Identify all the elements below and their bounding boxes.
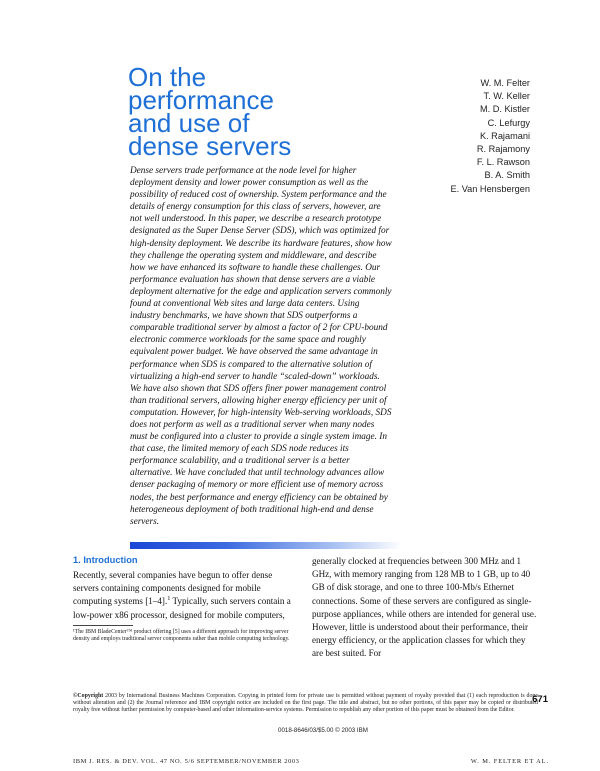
title-line-3: and use of xyxy=(128,108,250,138)
title-line-4: dense servers xyxy=(128,131,292,161)
author: E. Van Hensbergen xyxy=(450,183,530,194)
author-list xyxy=(420,77,530,196)
author: M. D. Kistler xyxy=(479,104,530,115)
intro-text-part-1: Recently, several companies have begun to offer dense servers containing components designed for mobile computing systems [1–4]. xyxy=(73,570,273,607)
body-column-left xyxy=(73,569,299,622)
footnote-rule xyxy=(73,625,133,626)
abstract-divider-gradient xyxy=(130,542,402,549)
footnote-marker: 1 xyxy=(167,595,171,603)
author: T. W. Keller xyxy=(483,91,530,102)
body-column-right: generally clocked at frequencies between 300 MHz and 1 GHz, with memory ranging from 128 MB to 1 GB, up to 40 GB of disk storage, and one to three 100-Mb/s Ethernet connections. Some of these servers are configured as single-purpose appliances, while others are intended for general use. However, little is understood about their performance, their energy efficiency, or the application classes for which they are best suited. For xyxy=(312,556,537,659)
author: R. Rajamony xyxy=(476,144,530,155)
copyright-label: ©Copyright xyxy=(73,693,104,699)
page-number: 671 xyxy=(532,694,548,705)
intro-text-part-2: Typically, such servers contain a low-power x86 processor, designed for mobile computers, xyxy=(73,596,291,620)
article-title xyxy=(128,62,328,161)
doi-line: 0018-8646/03/$5.00 © 2003 IBM xyxy=(278,727,368,734)
running-author-footer: W. M. FELTER ET AL. xyxy=(470,758,549,765)
author: K. Rajamani xyxy=(479,130,530,141)
copyright-notice xyxy=(73,693,538,715)
title-line-1: On the xyxy=(128,62,207,92)
author: B. A. Smith xyxy=(484,170,530,181)
footnote: ¹The IBM BladeCenter™ product offering [5] uses a different approach for improving server density and employs traditional server components rather than mobile computing technology. xyxy=(73,629,290,642)
author: F. L. Rawson xyxy=(476,157,530,168)
title-line-2: performance xyxy=(128,85,274,115)
section-heading-introduction: 1. Introduction xyxy=(73,555,138,565)
journal-footer: IBM J. RES. & DEV. VOL. 47 NO. 5/6 SEPTEMBER/NOVEMBER 2003 xyxy=(73,758,300,765)
copyright-text: 2003 by International Business Machines Corporation. Copying in printed form for private use is permitted without payment of royalty provided that (1) each reproduction is done without alteration and (2) the Journal reference and IBM copyright notice are included on the first page. The title and abstract, but no other portions, of this paper may be copied or distributed royalty free without further permission by computer-based and other information-service systems. Permission to republish any other portion of this paper must be obtained from the Editor. xyxy=(73,693,538,714)
abstract: Dense servers trade performance at the node level for higher deployment density and lower power consumption as well as the possibility of reduced cost of ownership. System performance and the details of energy consumption for this class of servers, however, are not well understood. In this paper, we describe a research prototype designated as the Super Dense Server (SDS), which was optimized for high-density deployment. We describe its hardware features, show how they challenge the operating system and middleware, and describe how we have enhanced its software to handle these challenges. Our performance evaluation has shown that dense servers are a viable deployment alternative for the edge and application servers commonly found at conventional Web sites and large data centers. Using industry benchmarks, we have shown that SDS outperforms a comparable traditional server by almost a factor of 2 for CPU-bound electronic commerce workloads for the same space and roughly equivalent power budget. We have observed the same advantage in performance when SDS is compared to the alternative solution of virtualizing a high-end server to handle “scaled-down” workloads. We have also shown that SDS offers finer power management control than traditional servers, allowing higher energy efficiency per unit of computation. However, for high-intensity Web-serving workloads, SDS does not perform as well as a traditional server when many nodes must be configured into a cluster to provide a single system image. In that case, the limited memory of each SDS node reduces its performance scalability, and a traditional server is a better alternative. We have concluded that until technology advances allow denser packaging of memory or more efficient use of memory across nodes, the best performance and energy efficiency can be obtained by heterogeneous deployment of both traditional high-end and dense servers. xyxy=(130,166,392,527)
author: C. Lefurgy xyxy=(487,117,530,128)
author: W. M. Felter xyxy=(480,78,530,88)
